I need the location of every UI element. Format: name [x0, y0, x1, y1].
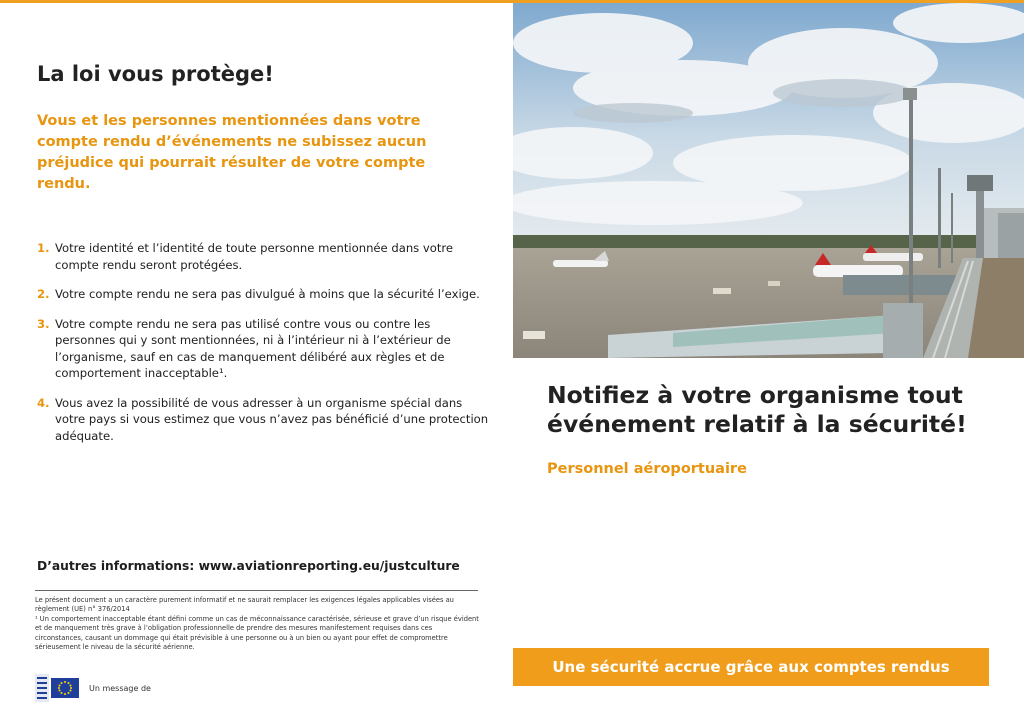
list-text: Vous avez la possibilité de vous adresser à un organisme spécial dans votre pays si vous estimez que vous n’avez pas bénéficié d’une protection adéquate.	[55, 395, 489, 443]
list-text: Votre compte rendu ne sera pas utilisé contre vous ou contre les personnes qui y sont mentionnées, ni à l’intérieur ni à l’extérieur de l’organisme, sauf en cas de manquement délibéré aux règles et de comportement inacceptable¹.	[55, 316, 451, 380]
disclaimer-text: Le présent document a un caractère purement informatif et ne saurait remplacer les exigences légales applicables visées au règlement (UE) n° 376/2014	[35, 596, 454, 614]
lead-paragraph: Vous et les personnes mentionnées dans votre compte rendu d’événements ne subissez aucun préjudice qui pourrait résulter de votre compte rendu.	[37, 113, 427, 192]
eu-flag-icon	[51, 678, 79, 698]
list-number: 1.	[37, 241, 50, 255]
list-text: Votre compte rendu ne sera pas divulgué à moins que la sécurité l’exige.	[55, 287, 480, 301]
cover-headline: Notifiez à votre organisme tout événement relatif à la sécurité!	[547, 381, 967, 438]
page-title: La loi vous protège!	[37, 62, 274, 86]
list-text: Votre identité et l’identité de toute personne mentionnée dans votre compte rendu seront protégées.	[55, 241, 454, 272]
list-item	[37, 316, 492, 382]
cover-subtitle: Personnel aéroportuaire	[547, 461, 747, 477]
more-info-link[interactable]: D’autres informations: www.aviationreporting.eu/justculture	[37, 559, 460, 573]
message-from-label: Un message de	[89, 683, 151, 693]
list-number: 2.	[37, 287, 50, 301]
slogan-banner: Une sécurité accrue grâce aux comptes rendus	[513, 648, 989, 686]
fine-print	[35, 596, 480, 652]
ec-signature	[35, 672, 151, 704]
list-item	[37, 395, 492, 445]
list-number: 4.	[37, 395, 50, 410]
european-commission-logo	[35, 672, 81, 704]
airport-apron-photo	[513, 3, 1024, 358]
footnote-divider	[35, 590, 478, 591]
list-item	[37, 240, 492, 273]
ec-building-icon	[35, 674, 49, 702]
protection-list	[37, 240, 492, 457]
list-number: 3.	[37, 316, 50, 331]
list-item	[37, 286, 492, 303]
footnote-text: ¹ Un comportement inacceptable étant défini comme un cas de méconnaissance caractérisée, sérieuse et grave d’un risque évident et de manquement très grave à l’obligation professionnelle de prendre des mesures manifestement requises dans ces circonstances, causant un dommage qui était prévisible à une personne ou à un bien ou ayant pour effet de compromettre sérieusement le niveau de la sécurité aérienne.	[35, 614, 479, 652]
